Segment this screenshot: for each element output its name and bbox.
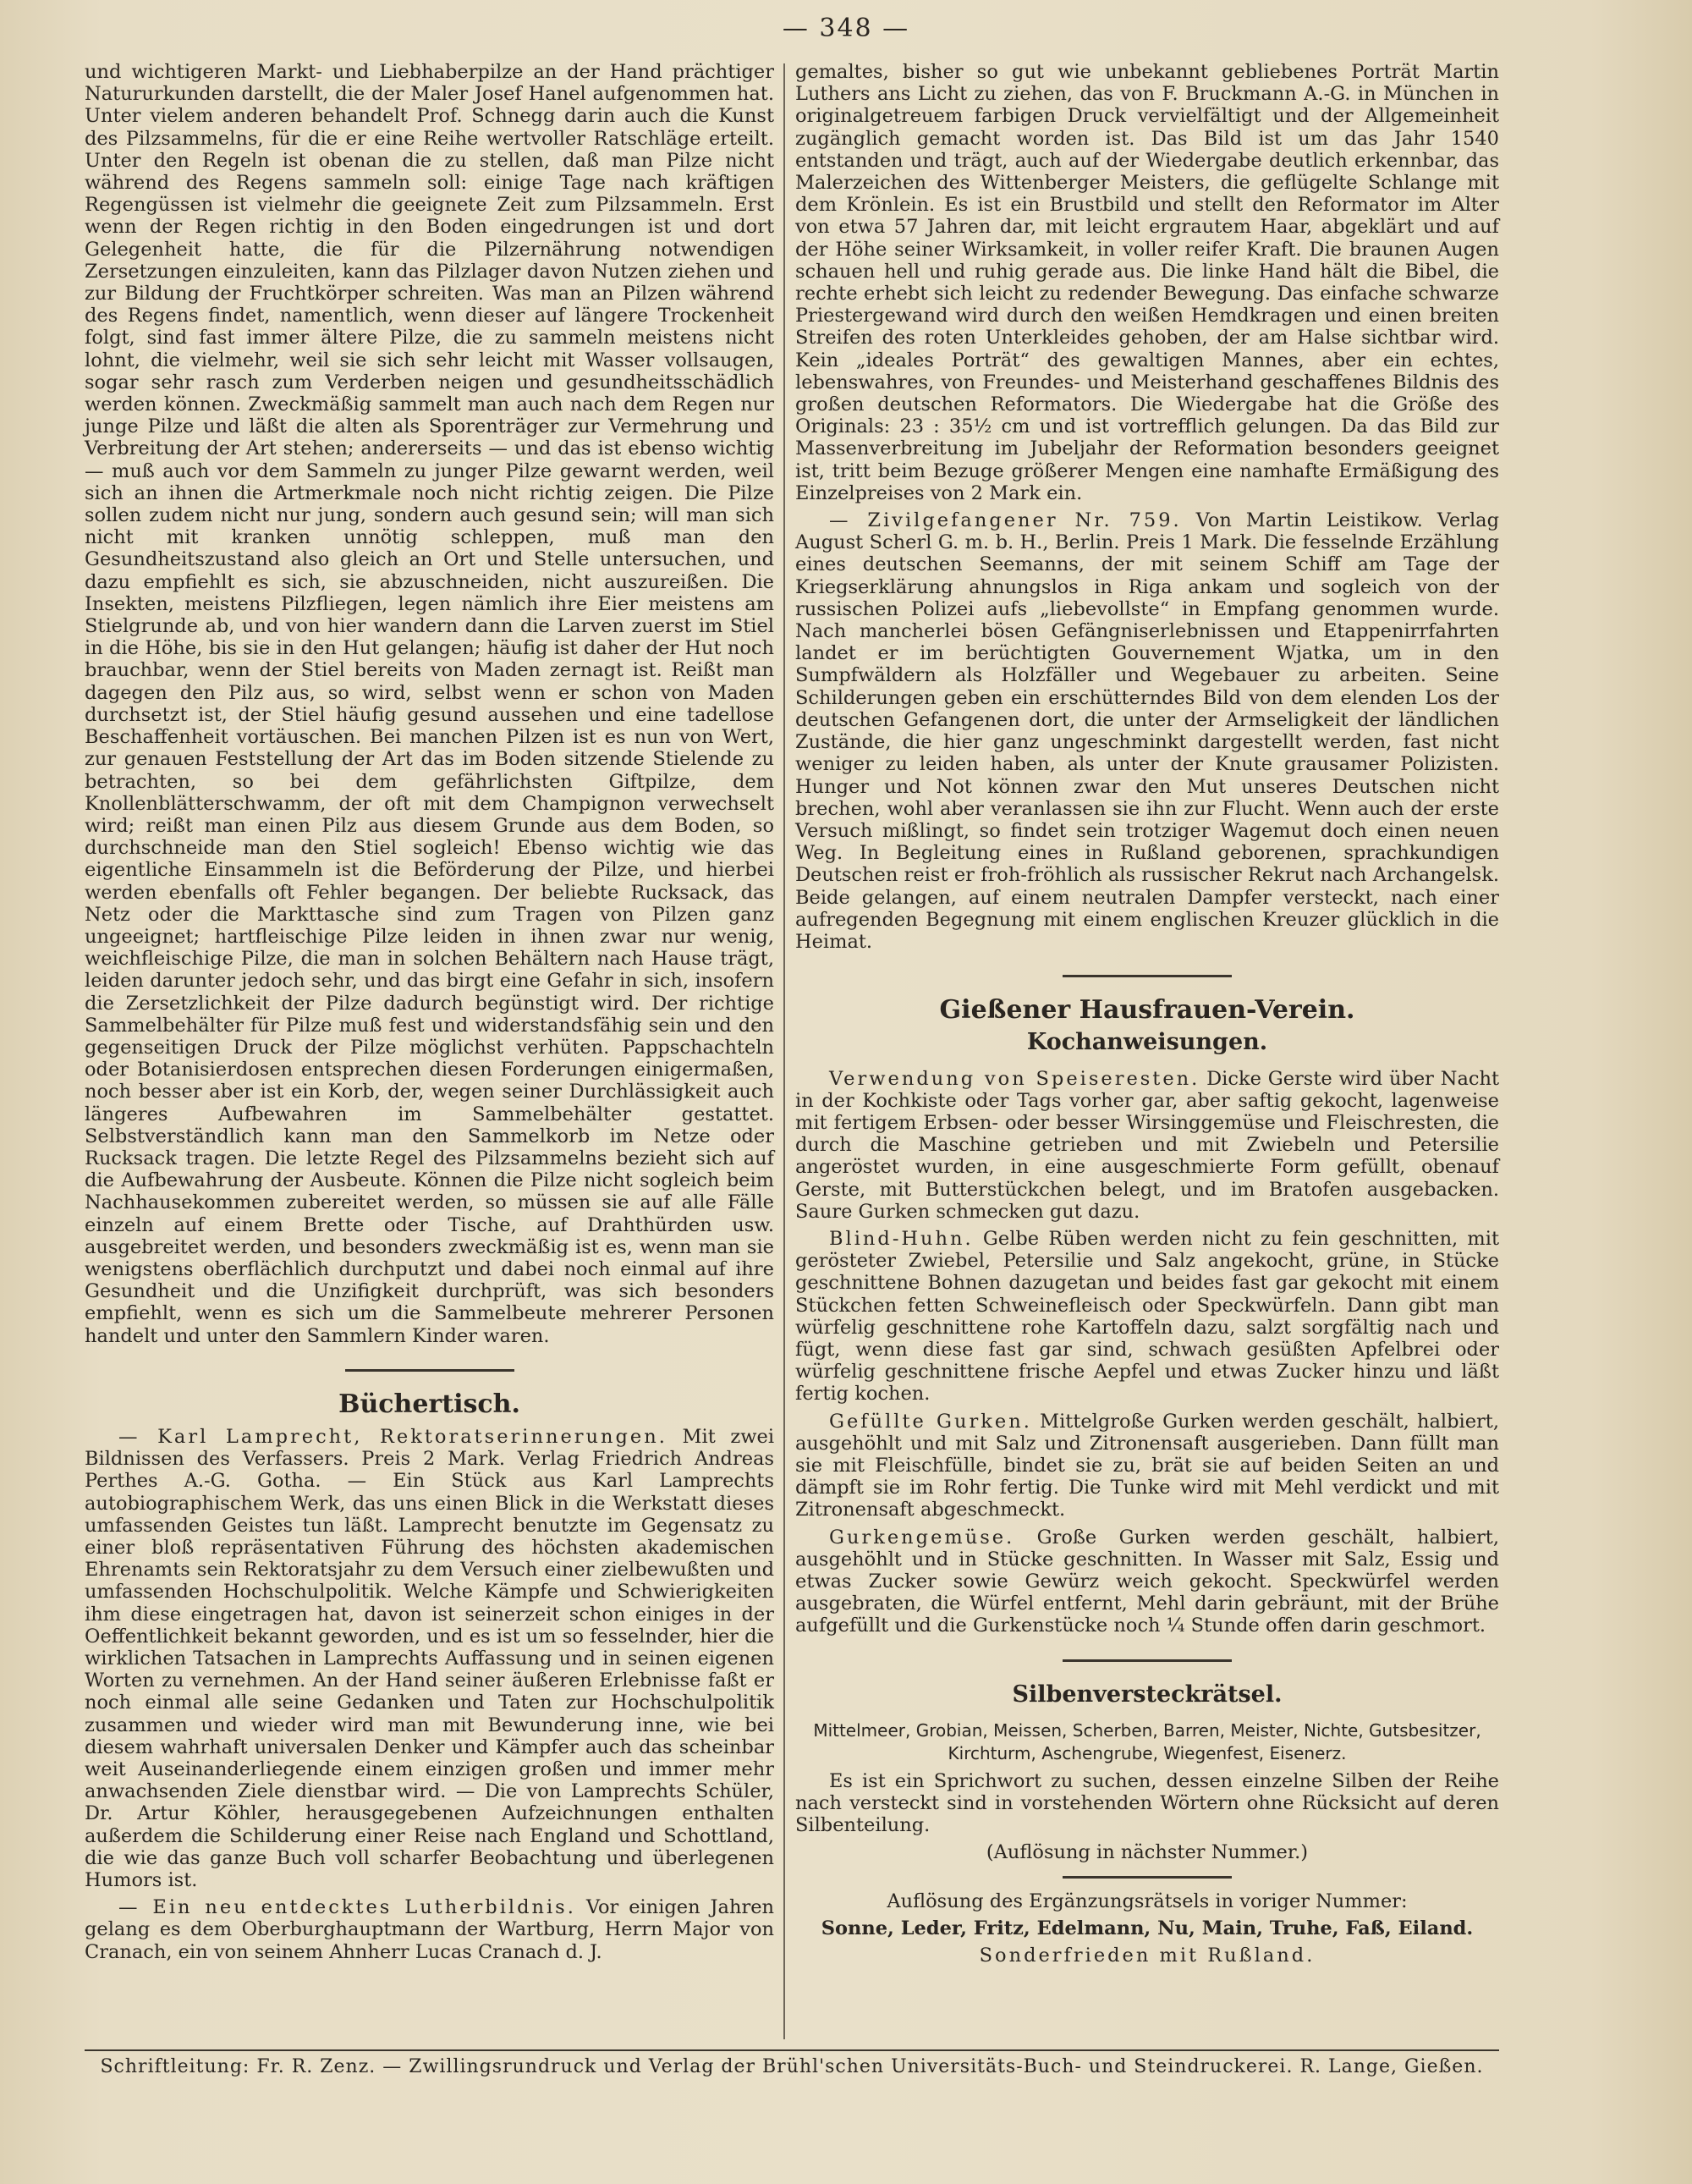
- imprint-footer: Schriftleitung: Fr. R. Zenz. — Zwillingsrundruck und Verlag der Brühl'schen Universitäts-Buch- und Steindruckerei. R. Lange, Gießen.: [100, 2056, 1484, 2077]
- book-title: — Karl Lamprecht, Rektoratserinnerungen.: [118, 1425, 667, 1448]
- book-text: Mit zwei Bildnissen des Verfassers. Preis 2 Mark. Verlag Friedrich Andreas Perthes A.-G. Gotha. — Ein Stück aus Karl Lamprechts autobiographischem Werk, das uns einen Blick in die Werkstatt dieses umfassenden Geistes tun läßt. Lamprecht benutzte im Gegensatz zu einer bloß repräsentativen Führung des höchsten akademischen Ehrenamts sein Rektoratsjahr zu dem Versuch einer zielbewußten und umfassenden Hochschulpolitik. Welche Kämpfe und Schwierigkeiten ihm diese eingetragen hat, davon ist seinerzeit schon einiges in der Oeffentlichkeit bekannt geworden, und es ist um so fesselnder, hier die wirklichen Tatsachen in Lamprechts Auffassung und in seinen eigenen Worten zu vernehmen. An der Hand seiner äußeren Erlebnisse faßt er noch einmal alle seine Gedanken und Taten zur Hochschulpolitik zusammen und wieder wird man mit Bewunderung inne, wie bei diesem wahrhaft universalen Denker und Kämpfer auch das scheinbar weit Auseinanderliegende einem einzigen großen und immer mehr anwachsenden Ziele dienstbar wird. — Die von Lamprechts Schüler, Dr. Artur Köhler, herausgegebenen Aufzeichnungen enthalten außerdem die Schilderung einer Reise nach England und Schottland, die wie das ganze Buch voll scharfer Beobachtung und überlegenen Humors ist.: [85, 1425, 775, 1892]
- puzzle-instructions: Es ist ein Sprichwort zu suchen, dessen einzelne Silben der Reihe nach versteckt sind in vorstehenden Wörtern ohne Rücksicht auf deren Silbenteilung.: [795, 1769, 1499, 1837]
- recipe-blind-huhn: [795, 1228, 1499, 1406]
- hausfrauen-section-title: Gießener Hausfrauen-Verein.: [939, 995, 1355, 1026]
- solution-words: Sonne, Leder, Fritz, Edelmann, Nu, Main, Truhe, Faß, Eiland.: [821, 1917, 1474, 1939]
- recipe-gefuellte-gurken: [795, 1411, 1499, 1521]
- footer-rule: [85, 2049, 1499, 2051]
- solution-title: Auflösung des Ergänzungsrätsels in voriger Nummer:: [887, 1890, 1408, 1912]
- left-column: [85, 61, 774, 1963]
- book-text: Von Martin Leistikow. Verlag August Scherl G. m. b. H., Berlin. Preis 1 Mark. Die fesselnde Erzählung eines deutschen Seemanns, der mit seinem Schiff am Tage der Kriegserklärung ahnungslos in Riga ankam und sogleich von der russischen Polizei aufs „liebevollste“ in Empfang genommen wurde. Nach mancherlei bösen Gefängniserlebnissen und Etappenirrfahrten landet er im berüchtigten Gouvernement Wjatka, um in den Sumpfwäldern als Holzfäller und Wegebauer zu arbeiten. Seine Schilderungen geben ein erschütterndes Bild von dem elenden Los der deutschen Gefangenen dort, die unter der Armseligkeit der ländlichen Zustände, die hier ganz ungeschminkt dargestellt werden, fast nicht weniger zu leiden haben, als unter der Knute grausamer Polizisten. Hunger und Not können zwar den Mut unseres Deutschen nicht brechen, wohl aber veranlassen sie ihn zur Flucht. Wenn auch der erste Versuch mißlingt, so findet sein trotziger Wagemut doch einen neuen Weg. In Begleitung eines in Rußland geborenen, sprachkundigen Deutschen reist er froh-fröhlich als russischer Rekrut nach Archangelsk. Beide gelangen, auf einem neutralen Dampfer versteckt, nach einer aufregenden Begegnung mit einem englischen Kreuzer glücklich in die Heimat.: [795, 509, 1500, 953]
- section-divider: [1063, 1876, 1232, 1879]
- mushroom-article-text: und wichtigeren Markt- und Liebhaberpilze an der Hand prächtiger Natururkunden darstellt, die der Maler Josef Hanel aufgenommen hat. Unter vielem anderen behandelt Prof. Schnegg darin auch die Kunst des Pilzsammelns, für die er eine Reihe wertvoller Ratschläge erteilt. Unter den Regeln ist obenan die zu stellen, daß man Pilze nicht während des Regens sammeln soll: einige Tage nach kräftigen Regengüssen ist vielmehr die geeignete Zeit zum Pilzsammeln. Erst wenn der Regen richtig in den Boden eingedrungen ist und dort Gelegenheit hatte, die für die Pilzernährung notwendigen Zersetzungen einzuleiten, kann das Pilzlager davon Nutzen ziehen und zur Bildung der Fruchtkörper schreiten. Was man an Pilzen während des Regens findet, namentlich, wenn dieser auf längere Trockenheit folgt, sind fast immer ältere Pilze, die zu sammeln meistens nicht lohnt, die vielmehr, weil sie sich sehr leicht mit Wasser vollsaugen, sogar sehr rasch zum Verderben neigen und gesundheitsschädlich werden können. Zweckmäßig sammelt man auch nach dem Regen nur junge Pilze und läßt die alten als Sporenträger zur Vermehrung und Verbreitung der Art stehen; andererseits — und das ist ebenso wichtig — muß auch vor dem Sammeln zu junger Pilze gewarnt werden, weil sich an ihnen die Artmerkmale noch nicht richtig zeigen. Die Pilze sollen zudem nicht nur jung, sondern auch gesund sein; will man sich nicht mit kranken unnötig schleppen, muß man den Gesundheitszustand also gleich an Ort und Stelle untersuchen, und dazu empfiehlt es sich, sie abzuschneiden, nicht auszureißen. Die Insekten, meistens Pilzfliegen, legen nämlich ihre Eier meistens am Stielgrunde ab, und von hier wandern dann die Larven zuerst im Stiel in die Höhe, bis sie in den Hut gelangen; häufig ist daher der Hut noch brauchbar, wenn der Stiel bereits von Maden zernagt ist. Reißt man dagegen den Pilz aus, so wird, selbst wenn er schon von Maden durchsetzt ist, der Stiel häufig gesund aussehen und eine tadellose Beschaffenheit vortäuschen. Bei manchen Pilzen ist es nun von Wert, zur genauen Feststellung der Art das im Boden sitzende Stielende zu betrachten, so bei dem gefährlichsten Giftpilze, dem Knollenblätterschwamm, der oft mit dem Champignon verwechselt wird; reißt man einen Pilz aus diesem Grunde aus dem Boden, so durchschneide man den Stiel sogleich! Ebenso wichtig wie das eigentliche Einsammeln ist die Beförderung der Pilze, und hierbei werden ebenfalls oft Fehler begangen. Der beliebte Rucksack, das Netz oder die Markttasche sind zum Tragen von Pilzen ganz ungeeignet; hartfleischige Pilze leiden in ihnen zwar nur wenig, weichfleischige Pilze, die man in solchen Behältern nach Hause trägt, leiden darunter jedoch sehr, und das birgt eine Gefahr in sich, insofern die Zersetzlichkeit der Pilze dadurch begünstigt wird. Der richtige Sammelbehälter für Pilze muß fest und widerstandsfähig sein und den gegenseitigen Druck der Pilze möglichst verhüten. Pappschachteln oder Botanisierdosen entsprechen diesen Forderungen einigermaßen, noch besser aber ist ein Korb, der, wegen seiner Durchlässigkeit auch längeres Aufbewahren im Sammelbehälter gestattet. Selbstverständlich kann man den Sammelkorb im Netze oder Rucksack tragen. Die letzte Regel des Pilzsammelns bezieht sich auf die Aufbewahrung der Ausbeute. Können die Pilze nicht sogleich beim Nachhausekommen zubereitet werden, so müssen sie auf alle Fälle einzeln auf einem Brette oder Tische, auf Drahthürden usw. ausgebreitet werden, und besonders zweckmäßig ist es, wenn man sie wenigstens oberflächlich durchputzt und dabei noch einmal auf ihre Gesundheit und die Unzifigkeit durchprüft, was sich besonders empfiehlt, wenn es sich um die Sammelbeute mehrerer Personen handelt und unter den Sammlern Kinder waren.: [85, 61, 774, 1347]
- recipe-title: Blind-Huhn.: [829, 1227, 974, 1250]
- book-text: Vor einigen Jahren gelang es dem Oberburghauptmann der Wartburg, Herrn Major von Cranach, ein von seinem Ahnherr Lucas Cranach d. J.: [85, 1896, 775, 1963]
- puzzle-title: Silbenversteckrätsel.: [1012, 1681, 1283, 1708]
- book-review-lamprecht: [85, 1426, 774, 1891]
- recipe-text: Mittelgroße Gurken werden geschält, halbiert, ausgehöhlt und mit Salz und Zitronensaft ausgerieben. Dann füllt man sie mit Fleischfülle, bindet sie zu, brät sie auf beiden Seiten an und dämpft sie im Rohr fertig. Die Tunke wird mit Mehl verdickt und mit Zitronensaft abgeschmeckt.: [795, 1410, 1499, 1521]
- book-title: — Ein neu entdecktes Lutherbildnis.: [118, 1896, 576, 1919]
- puzzle-note: (Auflösung in nächster Nummer.): [986, 1841, 1309, 1864]
- recipe-title: Gurkengemüse.: [829, 1526, 1015, 1549]
- book-review-lutherbildnis: [85, 1896, 774, 1963]
- puzzle-words: Mittelmeer, Grobian, Meissen, Scherben, Barren, Meister, Nichte, Gutsbesitzer, Kirchturm, Aschengrube, Wiegenfest, Eisenerz.: [813, 1719, 1481, 1763]
- recipes-subtitle: Kochanweisungen.: [1026, 1029, 1268, 1056]
- recipe-text: Große Gurken werden geschält, halbiert, ausgehöhlt und in Stücke geschnitten. In Wasser mit Salz, Essig und etwas Zucker sowie Gewürz weich gekocht. Speckwürfel werden ausgebraten, die Würfel entfernt, Mehl darin gebräunt, mit der Brühe aufgefüllt und die Gurkenstücke noch ¼ Stunde offen darin geschmort.: [795, 1526, 1500, 1637]
- recipe-title: Verwendung von Speiseresten.: [829, 1067, 1200, 1090]
- section-divider: [1063, 1659, 1232, 1662]
- book-title: — Zivilgefangener Nr. 759.: [829, 509, 1182, 532]
- section-divider: [1063, 975, 1232, 977]
- recipe-gurkengemuese: [795, 1527, 1499, 1637]
- recipe-text: Gelbe Rüben werden nicht zu fein geschnitten, mit gerösteter Zwiebel, Petersilie und Salz angekocht, grüne, in Stücke geschnittene Bohnen dazugetan und beides fast gar gekocht mit einem Stückchen fetten Schweinefleisch oder Speckwürfeln. Dann gibt man würfelig geschnittene rohe Kartoffeln dazu, salzt sorgfältig nach und fügt, wenn diese fast gar sind, schwach gesüßten Apfelbrei oder würfelig geschnittene frische Aepfel und etwas Zucker hinzu und läßt fertig kochen.: [795, 1227, 1500, 1406]
- recipe-title: Gefüllte Gurken.: [829, 1410, 1032, 1433]
- solution-answer: Sonderfrieden mit Rußland.: [979, 1945, 1316, 1967]
- right-column: [795, 61, 1499, 1967]
- recipe-speisereste: [795, 1068, 1499, 1223]
- column-rule: [783, 63, 785, 2039]
- books-section-title: Büchertisch.: [338, 1389, 520, 1419]
- book-review-lutherbildnis-continued: gemaltes, bisher so gut wie unbekannt gebliebenes Porträt Martin Luthers ans Licht zu ziehen, das von F. Bruckmann A.-G. in München in originalgetreuem farbigen Druck vervielfältigt und der Allgemeinheit zugänglich gemacht worden ist. Das Bild ist um das Jahr 1540 entstanden und trägt, auch auf der Wiedergabe deutlich erkennbar, das Malerzeichen des Wittenberger Meisters, die geflügelte Schlange mit dem Krönlein. Es ist ein Brustbild und stellt den Reformator im Alter von etwa 57 Jahren dar, mit leicht ergrautem Haar, abgeklärt und auf der Höhe seiner Wirksamkeit, in voller reifer Kraft. Die braunen Augen schauen hell und ruhig gerade aus. Die linke Hand hält die Bibel, die rechte erhebt sich leicht zu redender Bewegung. Das einfache schwarze Priestergewand wird durch den weißen Hemdkragen und einen breiten Streifen des roten Unterkleides gehoben, der am Halse sichtbar wird. Kein „ideales Porträt“ des gewaltigen Mannes, aber ein echtes, lebenswahres, von Freundes- und Meisterhand geschaffenes Bildnis des großen deutschen Reformators. Die Wiedergabe hat die Größe des Originals: 23 : 35½ cm und ist vortrefflich gelungen. Da das Bild zur Massenverbreitung im Jubeljahr der Reformation besonders geeignet ist, tritt beim Bezuge größerer Mengen eine namhafte Ermäßigung des Einzelpreises von 2 Mark ein.: [795, 61, 1499, 504]
- section-divider: [345, 1369, 514, 1372]
- page-number: — 348 —: [782, 14, 910, 43]
- book-review-zivilgefangener: [795, 509, 1499, 953]
- recipe-text: Dicke Gerste wird über Nacht in der Kochkiste oder Tags vorher gar, aber saftig gekocht, lagenweise mit fertigem Erbsen- oder besser Wirsinggemüse und Fleischresten, die durch die Maschine getrieben und mit Zwiebeln und Petersilie angeröstet wurden, in eine ausgeschmierte Form gefüllt, obenauf Gerste, mit Butterstückchen belegt, und im Bratofen ausgebacken. Saure Gurken schmecken gut dazu.: [795, 1067, 1499, 1223]
